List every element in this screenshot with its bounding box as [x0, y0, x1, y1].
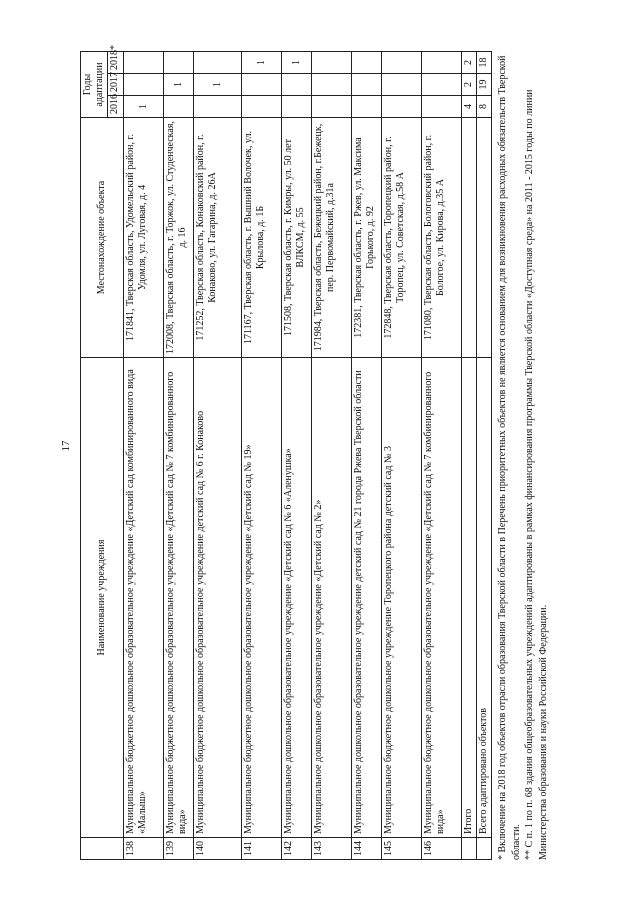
- objects-table: [80, 45, 492, 860]
- row-mark-2017: [124, 74, 164, 96]
- header-row: [81, 52, 108, 860]
- totals-value: 4: [462, 96, 477, 118]
- table-row: [352, 52, 382, 860]
- row-mark-2016: [352, 96, 382, 118]
- header-location: Местонахождение объекта: [81, 118, 124, 358]
- row-location: 172008, Тверская область, г. Торжок, ул. Студенческая, д. 16: [164, 118, 194, 358]
- row-num: 144: [352, 838, 382, 860]
- row-mark-2016: [194, 96, 242, 118]
- row-num: 146: [422, 838, 462, 860]
- row-num: 145: [382, 838, 422, 860]
- row-num: 142: [282, 838, 312, 860]
- row-location: 171167, Тверская область, г. Вышний Волочек, ул. Крылова, д. 1Б: [242, 118, 282, 358]
- table-row: [422, 52, 462, 860]
- row-name: Муниципальное бюджетное дошкольное образовательное учреждение «Детский сад № 19»: [242, 358, 282, 838]
- table-row: [164, 52, 194, 860]
- row-mark-2018: [312, 52, 352, 74]
- totals-value: 2: [462, 52, 477, 74]
- table-row: [194, 52, 242, 860]
- row-mark-2017: [282, 74, 312, 96]
- row-name: Муниципальное бюджетное дошкольное учреждение Торопецкого района детский сад № 3: [382, 358, 422, 838]
- row-mark-2018: 1: [282, 52, 312, 74]
- totals-value: 8: [477, 96, 492, 118]
- row-mark-2016: [422, 96, 462, 118]
- row-name: Муниципальное бюджетное дошкольное образовательное учреждение «Детский сад комбинированного вида «Малыш»: [124, 358, 164, 838]
- table-row: [282, 52, 312, 860]
- row-mark-2018: [382, 52, 422, 74]
- totals-location: [462, 118, 477, 358]
- row-mark-2018: [124, 52, 164, 74]
- row-mark-2016: 1: [124, 96, 164, 118]
- row-mark-2018: [164, 52, 194, 74]
- totals-row: [462, 52, 477, 860]
- row-name: Муниципальное дошкольное образовательное учреждение «Детский сад № 2»: [312, 358, 352, 838]
- row-location: 171984, Тверская область, Бежецкий район, г.Бежецк, пер. Первомайский, д.31а: [312, 118, 352, 358]
- header-year-2018: 2018*: [108, 52, 124, 74]
- row-mark-2017: [422, 74, 462, 96]
- header-year-2016: 2016: [108, 96, 124, 118]
- row-mark-2017: [352, 74, 382, 96]
- row-location: 172381, Тверская область, г. Ржев, ул. Максима Горького, д. 92: [352, 118, 382, 358]
- row-num: 140: [194, 838, 242, 860]
- rotated-page-content: [80, 45, 549, 860]
- row-num: 138: [124, 838, 164, 860]
- totals-num: [477, 838, 492, 860]
- row-mark-2016: [312, 96, 352, 118]
- totals-label: Итого: [462, 358, 477, 838]
- row-location: 171080, Тверская область, Бологовский район, г. Бологое, ул. Кирова, д.35 А: [422, 118, 462, 358]
- row-mark-2016: [282, 96, 312, 118]
- totals-value: 18: [477, 52, 492, 74]
- footnote-2: ** С п. 1 по п. 68 здания общеобразовательных учреждений адаптированы в рамках финансирования программы Тверской области «Доступная среда» на 2011 - 2015 годы по линии Министерства образования и науки Российской Федерации.: [524, 89, 549, 860]
- row-mark-2018: [422, 52, 462, 74]
- header-name: Наименование учреждения: [81, 358, 124, 838]
- table-row: [382, 52, 422, 860]
- row-mark-2017: [382, 74, 422, 96]
- totals-label: Всего адаптировано объектов: [477, 358, 492, 838]
- row-name: Муниципальное бюджетное дошкольное образовательное учреждение детский сад № 6 г. Конаково: [194, 358, 242, 838]
- totals-row: [477, 52, 492, 860]
- totals-location: [477, 118, 492, 358]
- totals-value: 2: [462, 74, 477, 96]
- table-row: [124, 52, 164, 860]
- row-name: Муниципальное дошкольное образовательное учреждение детский сад № 21 города Ржева Тверской области: [352, 358, 382, 838]
- row-location: 171508, Тверская область, г. Кимры, ул. 50 лет ВЛКСМ, д. 55: [282, 118, 312, 358]
- row-mark-2016: [164, 96, 194, 118]
- row-location: 171841, Тверская область, Удомельский район, г. Удомля, ул. Луговая, д. 4: [124, 118, 164, 358]
- page-number: 17: [60, 440, 72, 452]
- totals-value: 19: [477, 74, 492, 96]
- footnotes: [496, 52, 550, 860]
- row-mark-2018: [352, 52, 382, 74]
- table-row: [312, 52, 352, 860]
- row-location: 171252, Тверская область, Конаковский район, г. Конаково, ул. Гагарина, д. 26А: [194, 118, 242, 358]
- row-mark-2017: 1: [164, 74, 194, 96]
- header-num: [81, 838, 124, 860]
- row-num: 141: [242, 838, 282, 860]
- row-mark-2017: 1: [194, 74, 242, 96]
- header-years-title: Годы адаптации: [81, 52, 108, 118]
- row-mark-2018: 1: [242, 52, 282, 74]
- table-row: [242, 52, 282, 860]
- row-name: Муниципальное бюджетное дошкольное образовательное учреждение «Детский сад № 7 комбинированного вида»: [164, 358, 194, 838]
- row-mark-2017: [312, 74, 352, 96]
- row-mark-2016: [382, 96, 422, 118]
- header-year-2017: 2017: [108, 74, 124, 96]
- footnote-1: * Включение на 2018 год объектов отрасли образования Тверской области в Перечень приоритетных объектов не является основанием для возникновения расходных обязательств Тверской области.: [497, 55, 522, 860]
- row-name: Муниципальное бюджетное дошкольное образовательное учреждение «Детский сад № 7 комбинированного вида»: [422, 358, 462, 838]
- row-location: 172848, Тверская область, Торопецкий район, г. Торопец, ул. Советская, д.58 А: [382, 118, 422, 358]
- row-name: Муниципальное дошкольное образовательное учреждение «Детский сад № 6 «Аленушка»: [282, 358, 312, 838]
- row-mark-2017: [242, 74, 282, 96]
- row-num: 143: [312, 838, 352, 860]
- totals-num: [462, 838, 477, 860]
- row-mark-2018: [194, 52, 242, 74]
- row-mark-2016: [242, 96, 282, 118]
- row-num: 139: [164, 838, 194, 860]
